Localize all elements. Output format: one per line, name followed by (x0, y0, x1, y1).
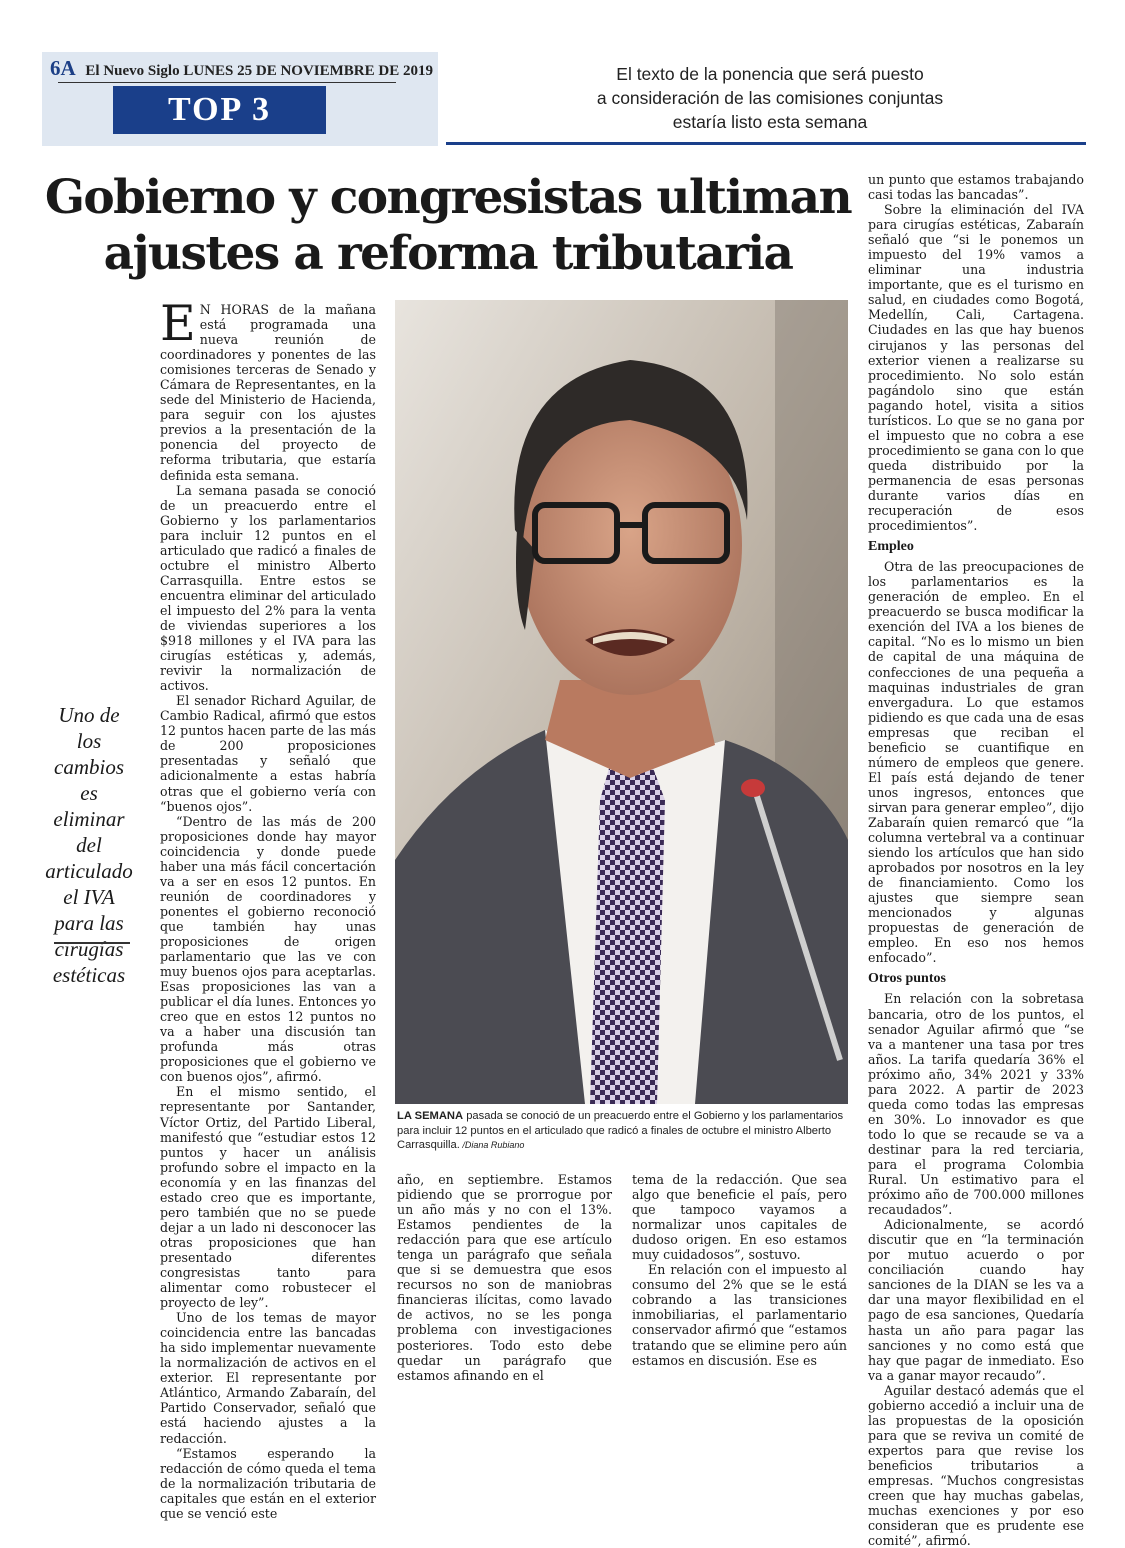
drop-cap: E (160, 295, 196, 352)
caption-lead: LA SEMANA (397, 1110, 464, 1122)
folio-rule (58, 82, 396, 83)
pull-quote-rule (54, 942, 130, 944)
subhead-otros-puntos: Otros puntos (868, 971, 946, 987)
paragraph: En relación con el impuesto al consumo del 2% que se le está cobrando a las transiciones inmobiliarias, el parlamentario conservador afirmó que “estamos tratando que se elimine pero aún estamos en discusión. Ese es (632, 1262, 847, 1368)
deck (470, 62, 1070, 134)
issue-date: LUNES 25 DE NOVIEMBRE DE 2019 (183, 63, 433, 79)
article-photo (395, 300, 848, 1104)
paragraph: “Dentro de las más de 200 proposiciones donde hay mayor coincidencia y donde puede haber una más fácil concertación va a ser en esos 12 puntos. En reunión de coordinadores y ponentes el gobierno reconoció que también hay unas proposiciones de origen parlamentario que las ve con muy buenos ojos para aceptarlas. Esas proposiciones las van a publicar el día lunes. Entonces yo creo que en estos 12 puntos no va a haber una discusión tan profunda más otras proposiciones que el gobierno ve con buenos ojos”, afirmó. (160, 813, 376, 1085)
paragraph: Adicionalmente, se acordó discutir que en “la terminación por mutuo acuerdo o por conciliación cuando hay sanciones de la DIAN se les va a dar una mayor flexibilidad en el pago de esa sanciones, Quedaría hasta un año para pagar las sanciones y no como está que hay que pagar de inmediato. Eso va a ganar mayor recaudo”. (868, 1217, 1084, 1383)
paragraph: Uno de los temas de mayor coincidencia entre las bancadas ha sido implementar nuevamente la normalización de activos en el exterior. El representante por Atlántico, Armando Zabaraín, del Partido Conservador, señaló que está haciendo ajustes a la redacción. (160, 1310, 376, 1446)
article-column-2 (397, 1172, 612, 1383)
article-column-4 (868, 172, 1084, 1548)
deck-line: a consideración de las comisiones conjuntas (596, 88, 944, 108)
paragraph: un punto que estamos trabajando casi todas las bancadas”. (868, 172, 1084, 203)
photo-credit: /Diana Rubiano (459, 1140, 525, 1151)
deck-line: estaría listo esta semana (672, 112, 868, 132)
newspaper-name: El Nuevo Siglo (85, 63, 180, 79)
paragraph: tema de la redacción. Que sea algo que beneficie el país, pero que tampoco vayamos a normalizar unos capitales de dudoso origen. En eso estamos muy cuidadosos”, sostuvo. (632, 1172, 847, 1263)
paragraph: Otra de las preocupaciones de los parlamentarios es la generación de empleo. En el preacuerdo se busca modificar la exención del IVA a los bienes de capital. “No es lo mismo un bien de capital de una máquina de confecciones de una pequeña a maquinas industriales de gran envergadura. Lo que estamos pidiendo es que cada una de esas empresas que reciban el beneficio se cuantifique en número de empleos que genere. El país está dejando de tener unos ingresos, entonces que sirvan para generar empleo”, dijo Zabaraín quien remarcó que “la columna vertebral va a continuar siendo los artículos que han sido aprobados por nosotros en la ley de financiamiento. Como los ajustes que siempre sean mencionados y algunas propuestas de generación de empleo. En eso nos hemos enfocado”. (868, 559, 1084, 966)
deck-line: El texto de la ponencia que será puesto (616, 64, 924, 84)
subhead-empleo: Empleo (868, 539, 914, 555)
minister-portrait (395, 300, 848, 1104)
caption-text: pasada se conoció de un preacuerdo entre el Gobierno y los parlamentarios para incluir 12 puntos en el articulado que radicó a finales de octubre el ministro Alberto Carrasquilla. (397, 1110, 844, 1152)
paragraph: La semana pasada se conoció de un preacuerdo entre el Gobierno y los parlamentarios para incluir 12 puntos en el articulado que radicó a finales de octubre el ministro Alberto Carrasquilla. Entre estos se encuentra eliminar del articulado el impuesto del 2% para la venta de viviendas superiores a los $918 millones y el IVA para las cirugías estéticas y, además, revivir la normalización de activos. (160, 482, 376, 694)
paragraph: Sobre la eliminación del IVA para cirugías estéticas, Zabaraín señaló que “si le ponemos un impuesto del 19% vamos a eliminar una industria importante, que es el turismo en salud, en ciudades como Bogotá, Medellín, Cali, Cartagena. Ciudades en las que hay buenos cirujanos y las personas del exterior vienen a realizarse su procedimiento. No solo están pagándolo sino que están pagando hotel, visita a sitios turísticos. Lo que se no gana por el impuesto que no cobra a ese procedimiento se gana con lo que queda distribuido por la permanencia de esas personas durante varios días en recuperación de esos procedimientos”. (868, 202, 1084, 534)
paragraph: año, en septiembre. Estamos pidiendo que se prorrogue por un año más y no con el 13%. Estamos pendientes de la redacción para que ese artículo tenga un parágrafo que señala que si se demuestra que esos recursos no son de maniobras financieras ilícitas, como lavado de activos, no se les ponga problema con investigaciones posteriores. Todo esto debe quedar un parágrafo que estamos afinando en el (397, 1172, 612, 1383)
headline: Gobierno y congresistas ultiman ajustes a reforma tributaria (44, 170, 852, 281)
paragraph: Aguilar destacó además que el gobierno accedió a incluir una de las propuestas de la oposición para que se reviva un comité de expertos para que revise los beneficios tributarios a empresas. “Muchos congresistas creen que hay muchas gabelas, muchas exenciones y por eso consideran que es prudente ese comité”, afirmó. (868, 1382, 1084, 1548)
section-label: TOP 3 (113, 86, 326, 134)
folio (50, 56, 433, 81)
paragraph: En el mismo sentido, el representante por Santander, Víctor Ortiz, del Partido Liberal, manifestó que “estudiar estos 12 puntos y hacer un análisis profundo sobre el impacto en la economía y en las finanzas del estado creo que es importante, pero también que no se puede dejar a un lado ni desconocer las otras proposiciones que han presentado diferentes congresistas tanto para alimentar como robustecer el proyecto de ley”. (160, 1084, 376, 1311)
article-column-3 (632, 1172, 847, 1368)
paragraph: El senador Richard Aguilar, de Cambio Radical, afirmó que estos 12 puntos hacen parte de las más de 200 proposiciones presentadas y señaló que adicionalmente a estas habría otras que el gobierno vería con “buenos ojos”. (160, 693, 376, 814)
deck-rule (446, 142, 1086, 145)
paragraph: En relación con la sobretasa bancaria, otro de los puntos, el senador Aguilar afirmó que “se va a mantener una tasa por tres años. La tarifa quedaría 36% el próximo año, 34% 2021 y 33% para 2022. A partir de 2023 queda como todas las empresas en 30%. Lo innovador es que todo lo que se recaude se va a destinar para la red terciaria, para el programa Colombia Rural. Un estimativo para el próximo año de 700.000 millones recaudados”. (868, 991, 1084, 1218)
lead-paragraph: E N HORAS de la mañana está programada una nueva reunión de coordinadores y ponentes de las comisiones terceras de Senado y Cámara de Representantes, en la sede del Ministerio de Hacienda, para seguir con los ajustes previos a la presentación de la ponencia del proyecto de reforma tributaria, que estaría definida esta semana. (160, 295, 376, 483)
photo-caption (397, 1109, 847, 1153)
page-number: 6A (50, 56, 76, 80)
article-column-1 (160, 295, 376, 1521)
pull-quote: Uno de los cambios es eliminar del articulado el IVA para las cirugías estéticas (45, 703, 133, 987)
paragraph: “Estamos esperando la redacción de cómo queda el tema de la normalización tributaria de capitales que están en el exterior que se venció este (160, 1445, 376, 1521)
